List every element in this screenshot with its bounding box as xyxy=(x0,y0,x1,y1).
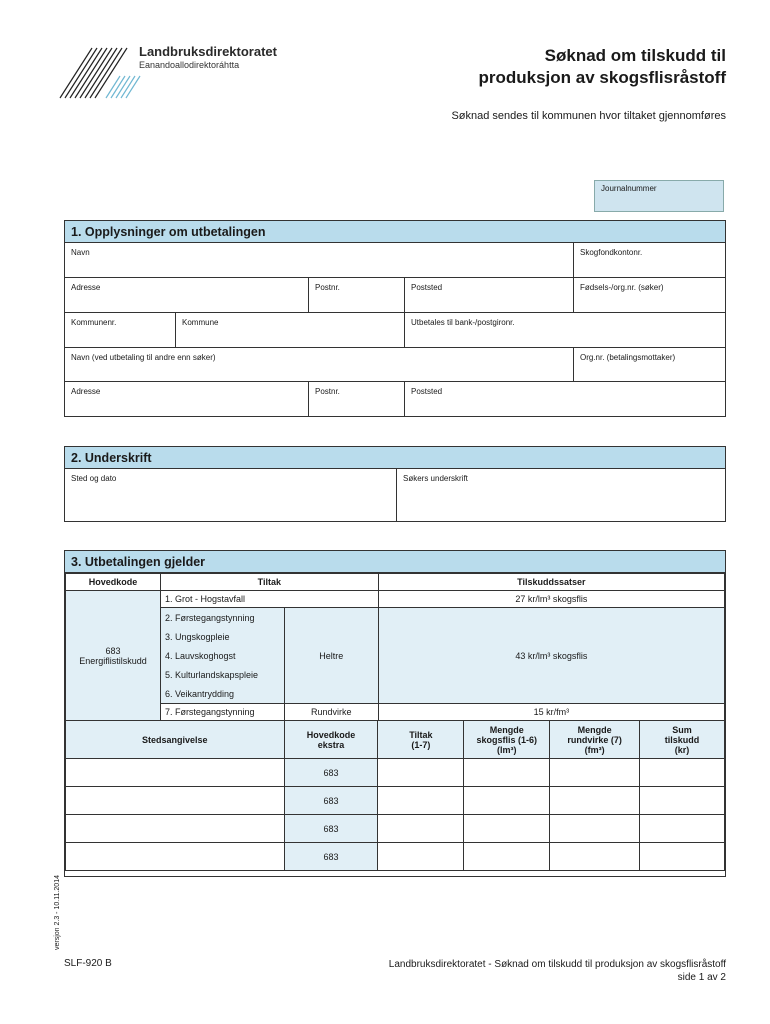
form-row xyxy=(65,243,725,278)
poststed-field[interactable] xyxy=(404,278,573,312)
footer-doc-info xyxy=(389,958,726,984)
hovedkode-cell xyxy=(66,591,161,721)
header-line: (1-7) xyxy=(411,739,431,750)
sats-rundvirke: 15 kr/fm³ xyxy=(378,704,724,721)
form-row xyxy=(65,469,725,521)
header-line: Hovedkode xyxy=(306,729,356,740)
mengde-rundvirke-input[interactable] xyxy=(550,759,640,787)
field-label: Org.nr. (betalingsmottaker) xyxy=(580,353,676,362)
field-label: Poststed xyxy=(411,283,443,292)
hovedkode-value: 683 xyxy=(105,645,121,656)
sum-tilskudd-input[interactable] xyxy=(640,787,725,815)
tiltak-item: 7. Førstegangstynning xyxy=(160,704,284,721)
header-line: Mengde xyxy=(577,724,612,735)
field-label: Kommunenr. xyxy=(71,318,117,327)
mengde-skogsflis-input[interactable] xyxy=(464,759,550,787)
page-number: side 1 av 2 xyxy=(677,972,726,983)
version-label: versjon 2.3 - 10.11.2014 xyxy=(54,875,61,950)
poststed-mottaker-field[interactable] xyxy=(404,382,725,416)
form-row xyxy=(65,278,725,313)
col-hovedkode: Hovedkode xyxy=(66,574,161,591)
section-signature xyxy=(64,446,726,522)
form-row xyxy=(65,348,725,382)
navn-mottaker-field[interactable] xyxy=(65,348,573,381)
header-line: ekstra xyxy=(317,739,345,750)
header-line: Tiltak xyxy=(409,729,433,740)
section-payment-info xyxy=(64,220,726,417)
field-label: Kommune xyxy=(182,318,219,327)
sum-tilskudd-input[interactable] xyxy=(640,759,725,787)
journal-number-label: Journalnummer xyxy=(601,184,657,193)
sum-tilskudd-input[interactable] xyxy=(640,843,725,871)
col-stedsangivelse: Stedsangivelse xyxy=(66,721,285,759)
mengde-rundvirke-input[interactable] xyxy=(550,843,640,871)
adresse-mottaker-field[interactable] xyxy=(65,382,308,416)
col-tilskuddssatser: Tilskuddssatser xyxy=(378,574,724,591)
org-name-sami: Eanandoallodirektoráhtta xyxy=(139,60,240,70)
hovedkode-ekstra-cell: 683 xyxy=(284,759,378,787)
sted-dato-field[interactable] xyxy=(65,469,396,521)
mengde-rundvirke-input[interactable] xyxy=(550,787,640,815)
orgnr-mottaker-field[interactable] xyxy=(573,348,725,381)
field-label: Adresse xyxy=(71,387,101,396)
form-row xyxy=(65,313,725,348)
mengde-skogsflis-input[interactable] xyxy=(464,787,550,815)
adresse-field[interactable] xyxy=(65,278,308,312)
title-line-2: produksjon av skogsflisråstoff xyxy=(478,68,726,87)
tiltak-input[interactable] xyxy=(378,843,464,871)
title-line-1: Søknad om tilskudd til xyxy=(544,46,726,65)
header-line: Sum xyxy=(672,724,692,735)
journal-number-field[interactable] xyxy=(594,180,724,212)
org-name: Landbruksdirektoratet xyxy=(139,44,277,59)
field-label: Navn (ved utbetaling til andre enn søker) xyxy=(71,353,216,362)
section-3-heading: 3. Utbetalingen gjelder xyxy=(65,551,725,573)
fodselsnummer-field[interactable] xyxy=(573,278,725,312)
col-sum-tilskudd xyxy=(640,721,725,759)
col-tiltak: Tiltak xyxy=(160,574,378,591)
kommunenr-field[interactable] xyxy=(65,313,175,347)
footer-doc-title: Landbruksdirektoratet - Søknad om tilskudd til produksjon av skogsflisråstoff xyxy=(388,959,726,970)
sum-tilskudd-input[interactable] xyxy=(640,815,725,843)
stedsangivelse-input[interactable] xyxy=(66,815,285,843)
heltre-cell: Heltre xyxy=(284,608,378,704)
postnr-mottaker-field[interactable] xyxy=(308,382,404,416)
entry-table xyxy=(65,720,725,871)
header-line: rundvirke (7) xyxy=(567,734,622,745)
field-label: Sted og dato xyxy=(71,474,117,483)
col-hovedkode-ekstra xyxy=(284,721,378,759)
sats-heltre: 43 kr/lm³ skogsflis xyxy=(378,608,724,704)
col-mengde-skogsflis xyxy=(464,721,550,759)
table-row xyxy=(66,815,725,843)
skogfondkonto-field[interactable] xyxy=(573,243,725,277)
stedsangivelse-input[interactable] xyxy=(66,759,285,787)
postnr-field[interactable] xyxy=(308,278,404,312)
header-line: (kr) xyxy=(674,744,690,755)
bankkonto-field[interactable] xyxy=(404,313,725,347)
sats-grot xyxy=(378,591,724,608)
landbruksdirektoratet-logo xyxy=(58,44,142,100)
tiltak-item: 3. Ungskogpleie xyxy=(160,628,284,647)
tiltak-item: 1. Grot - Hogstavfall xyxy=(160,591,378,608)
rates-table xyxy=(65,573,725,721)
form-row xyxy=(65,382,725,416)
section-1-heading: 1. Opplysninger om utbetalingen xyxy=(65,221,725,243)
tiltak-item: 4. Lauvskoghogst xyxy=(160,647,284,666)
field-label: Utbetales til bank-/postgironr. xyxy=(411,318,515,327)
header-line: (lm³) xyxy=(497,744,517,755)
page-subtitle: Søknad sendes til kommunen hvor tiltaket gjennomføres xyxy=(451,110,726,122)
tiltak-item: 5. Kulturlandskapspleie xyxy=(160,666,284,685)
hovedkode-ekstra-cell: 683 xyxy=(284,787,378,815)
hovedkode-ekstra-cell: 683 xyxy=(284,815,378,843)
kommune-field[interactable] xyxy=(175,313,404,347)
field-label: Fødsels-/org.nr. (søker) xyxy=(580,283,664,292)
section-payment-details xyxy=(64,550,726,877)
field-label: Postnr. xyxy=(315,283,340,292)
field-label: Adresse xyxy=(71,283,101,292)
section-2-heading: 2. Underskrift xyxy=(65,447,725,469)
hovedkode-name: Energiflistilskudd xyxy=(79,655,147,666)
stedsangivelse-input[interactable] xyxy=(66,787,285,815)
table-row xyxy=(66,843,725,871)
field-label: Poststed xyxy=(411,387,443,396)
navn-field[interactable] xyxy=(65,243,573,277)
tiltak-item: 2. Førstegangstynning xyxy=(160,608,284,628)
col-mengde-rundvirke xyxy=(550,721,640,759)
hovedkode-ekstra-cell: 683 xyxy=(284,843,378,871)
mengde-rundvirke-input[interactable] xyxy=(550,815,640,843)
tiltak-input[interactable] xyxy=(378,787,464,815)
field-label: Navn xyxy=(71,248,90,257)
tiltak-input[interactable] xyxy=(378,815,464,843)
header-line: tilskudd xyxy=(664,734,700,745)
stedsangivelse-input[interactable] xyxy=(66,843,285,871)
field-label: Postnr. xyxy=(315,387,340,396)
table-row xyxy=(66,759,725,787)
page-title xyxy=(479,45,727,89)
rundvirke-cell: Rundvirke xyxy=(284,704,378,721)
field-label: Skogfondkontonr. xyxy=(580,248,643,257)
mengde-skogsflis-input[interactable] xyxy=(464,815,550,843)
header-line: skogsflis (1-6) xyxy=(476,734,538,745)
signature-field[interactable] xyxy=(396,469,725,521)
col-tiltak-1-7 xyxy=(378,721,464,759)
header-line: Mengde xyxy=(489,724,524,735)
field-label: Søkers underskrift xyxy=(403,474,468,483)
mengde-skogsflis-input[interactable] xyxy=(464,843,550,871)
form-id: SLF-920 B xyxy=(64,958,112,969)
tiltak-item: 6. Veikantrydding xyxy=(160,685,284,704)
header-line: (fm³) xyxy=(584,744,605,755)
sats-grot-text: 27 kr/lm³ skogsflis xyxy=(515,594,588,604)
table-row xyxy=(66,787,725,815)
tiltak-input[interactable] xyxy=(378,759,464,787)
